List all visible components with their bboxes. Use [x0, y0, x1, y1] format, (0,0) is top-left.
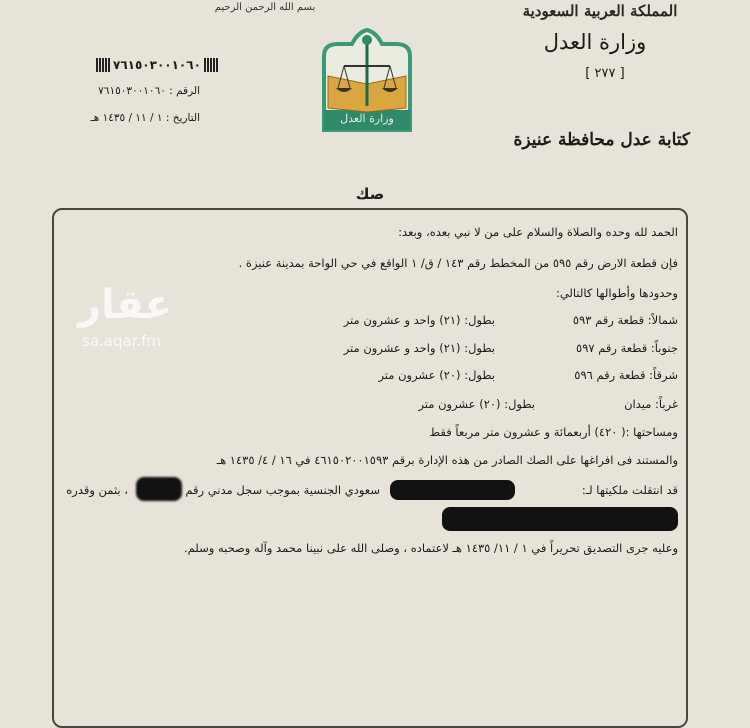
bound-side: جنوباً: قطعة رقم ٥٩٧ — [576, 341, 678, 355]
closing-line: وعليه جرى التصديق تحريراً في ١ / ١١/ ١٤٣٥ هـ لاعتماده ، وصلى الله على نبينا محمد وآله وصحبه وسلم. — [183, 541, 678, 555]
ministry-name: وزارة العدل — [543, 30, 647, 54]
bound-side: شمالاً: قطعة رقم ٥٩٣ — [572, 313, 678, 327]
office-name: كتابة عدل محافظة عنيزة — [513, 130, 690, 150]
redacted-amount — [442, 507, 678, 531]
watermark-url: sa.aqar.fm — [82, 332, 162, 350]
bound-length: بطول: (٢٠) عشرون متر — [418, 397, 535, 411]
bound-side: شرقاً: قطعة رقم ٥٩٦ — [574, 368, 678, 382]
bound-side: غرباً: ميدان — [624, 397, 678, 411]
document-title: صك — [355, 185, 385, 203]
barcode-bars — [204, 58, 218, 72]
form-number: [ ٢٧٧ ] — [585, 66, 625, 81]
logo-text: وزارة العدل — [340, 112, 394, 125]
watermark-logo: عقار — [78, 282, 173, 328]
transfer-to: قد انتقلت ملكيتها لـ: — [581, 483, 678, 497]
bound-length: بطول: (٢١) واحد و عشرون متر — [343, 341, 495, 355]
reference-line: والمستند فى افراغها على الصك الصادر من هذه الإدارة برقم ٤٦١٥٠٢٠٠١٥٩٣ في ١٦ / ٤/ ١٤٣٥ هـ — [216, 453, 678, 467]
barcode-bars — [96, 58, 110, 72]
intro-line: الحمد لله وحده والصلاة والسلام على من لا نبي بعده، وبعد: — [398, 225, 678, 239]
document-date: التاريخ : ١ / ١١ / ١٤٣٥ هـ — [90, 112, 200, 124]
area-line: ومساحتها :( ٤٢٠) أربعمائة و عشرون متر مربعاً فقط — [429, 425, 678, 439]
parcel-line: فإن قطعة الارض رقم ٥٩٥ من المخطط رقم ١٤٣ / ق/ ١ الواقع في حي الواحة بمدينة عنيزة . — [238, 256, 678, 270]
document-number: الرقم : ٧٦١٥٠٣٠٠١٠٦٠ — [98, 85, 200, 97]
basmala: بسم الله الرحمن الرحيم — [214, 2, 316, 13]
bound-length: بطول: (٢٠) عشرون متر — [378, 368, 495, 382]
transfer-price: ، بثمن وقدره — [66, 483, 128, 497]
redacted-id — [136, 477, 182, 501]
kingdom-name: المملكة العربية السعودية — [522, 2, 678, 20]
transfer-nationality: سعودي الجنسية بموجب سجل مدني رقم — [185, 483, 380, 497]
barcode — [96, 58, 218, 72]
barcode-text: ٧٦١٥٠٣٠٠١٠٦٠ — [113, 58, 201, 72]
redacted-name — [390, 480, 515, 500]
bound-length: بطول: (٢١) واحد و عشرون متر — [343, 313, 495, 327]
bounds-heading: وحدودها وأطوالها كالتالي: — [555, 286, 678, 300]
